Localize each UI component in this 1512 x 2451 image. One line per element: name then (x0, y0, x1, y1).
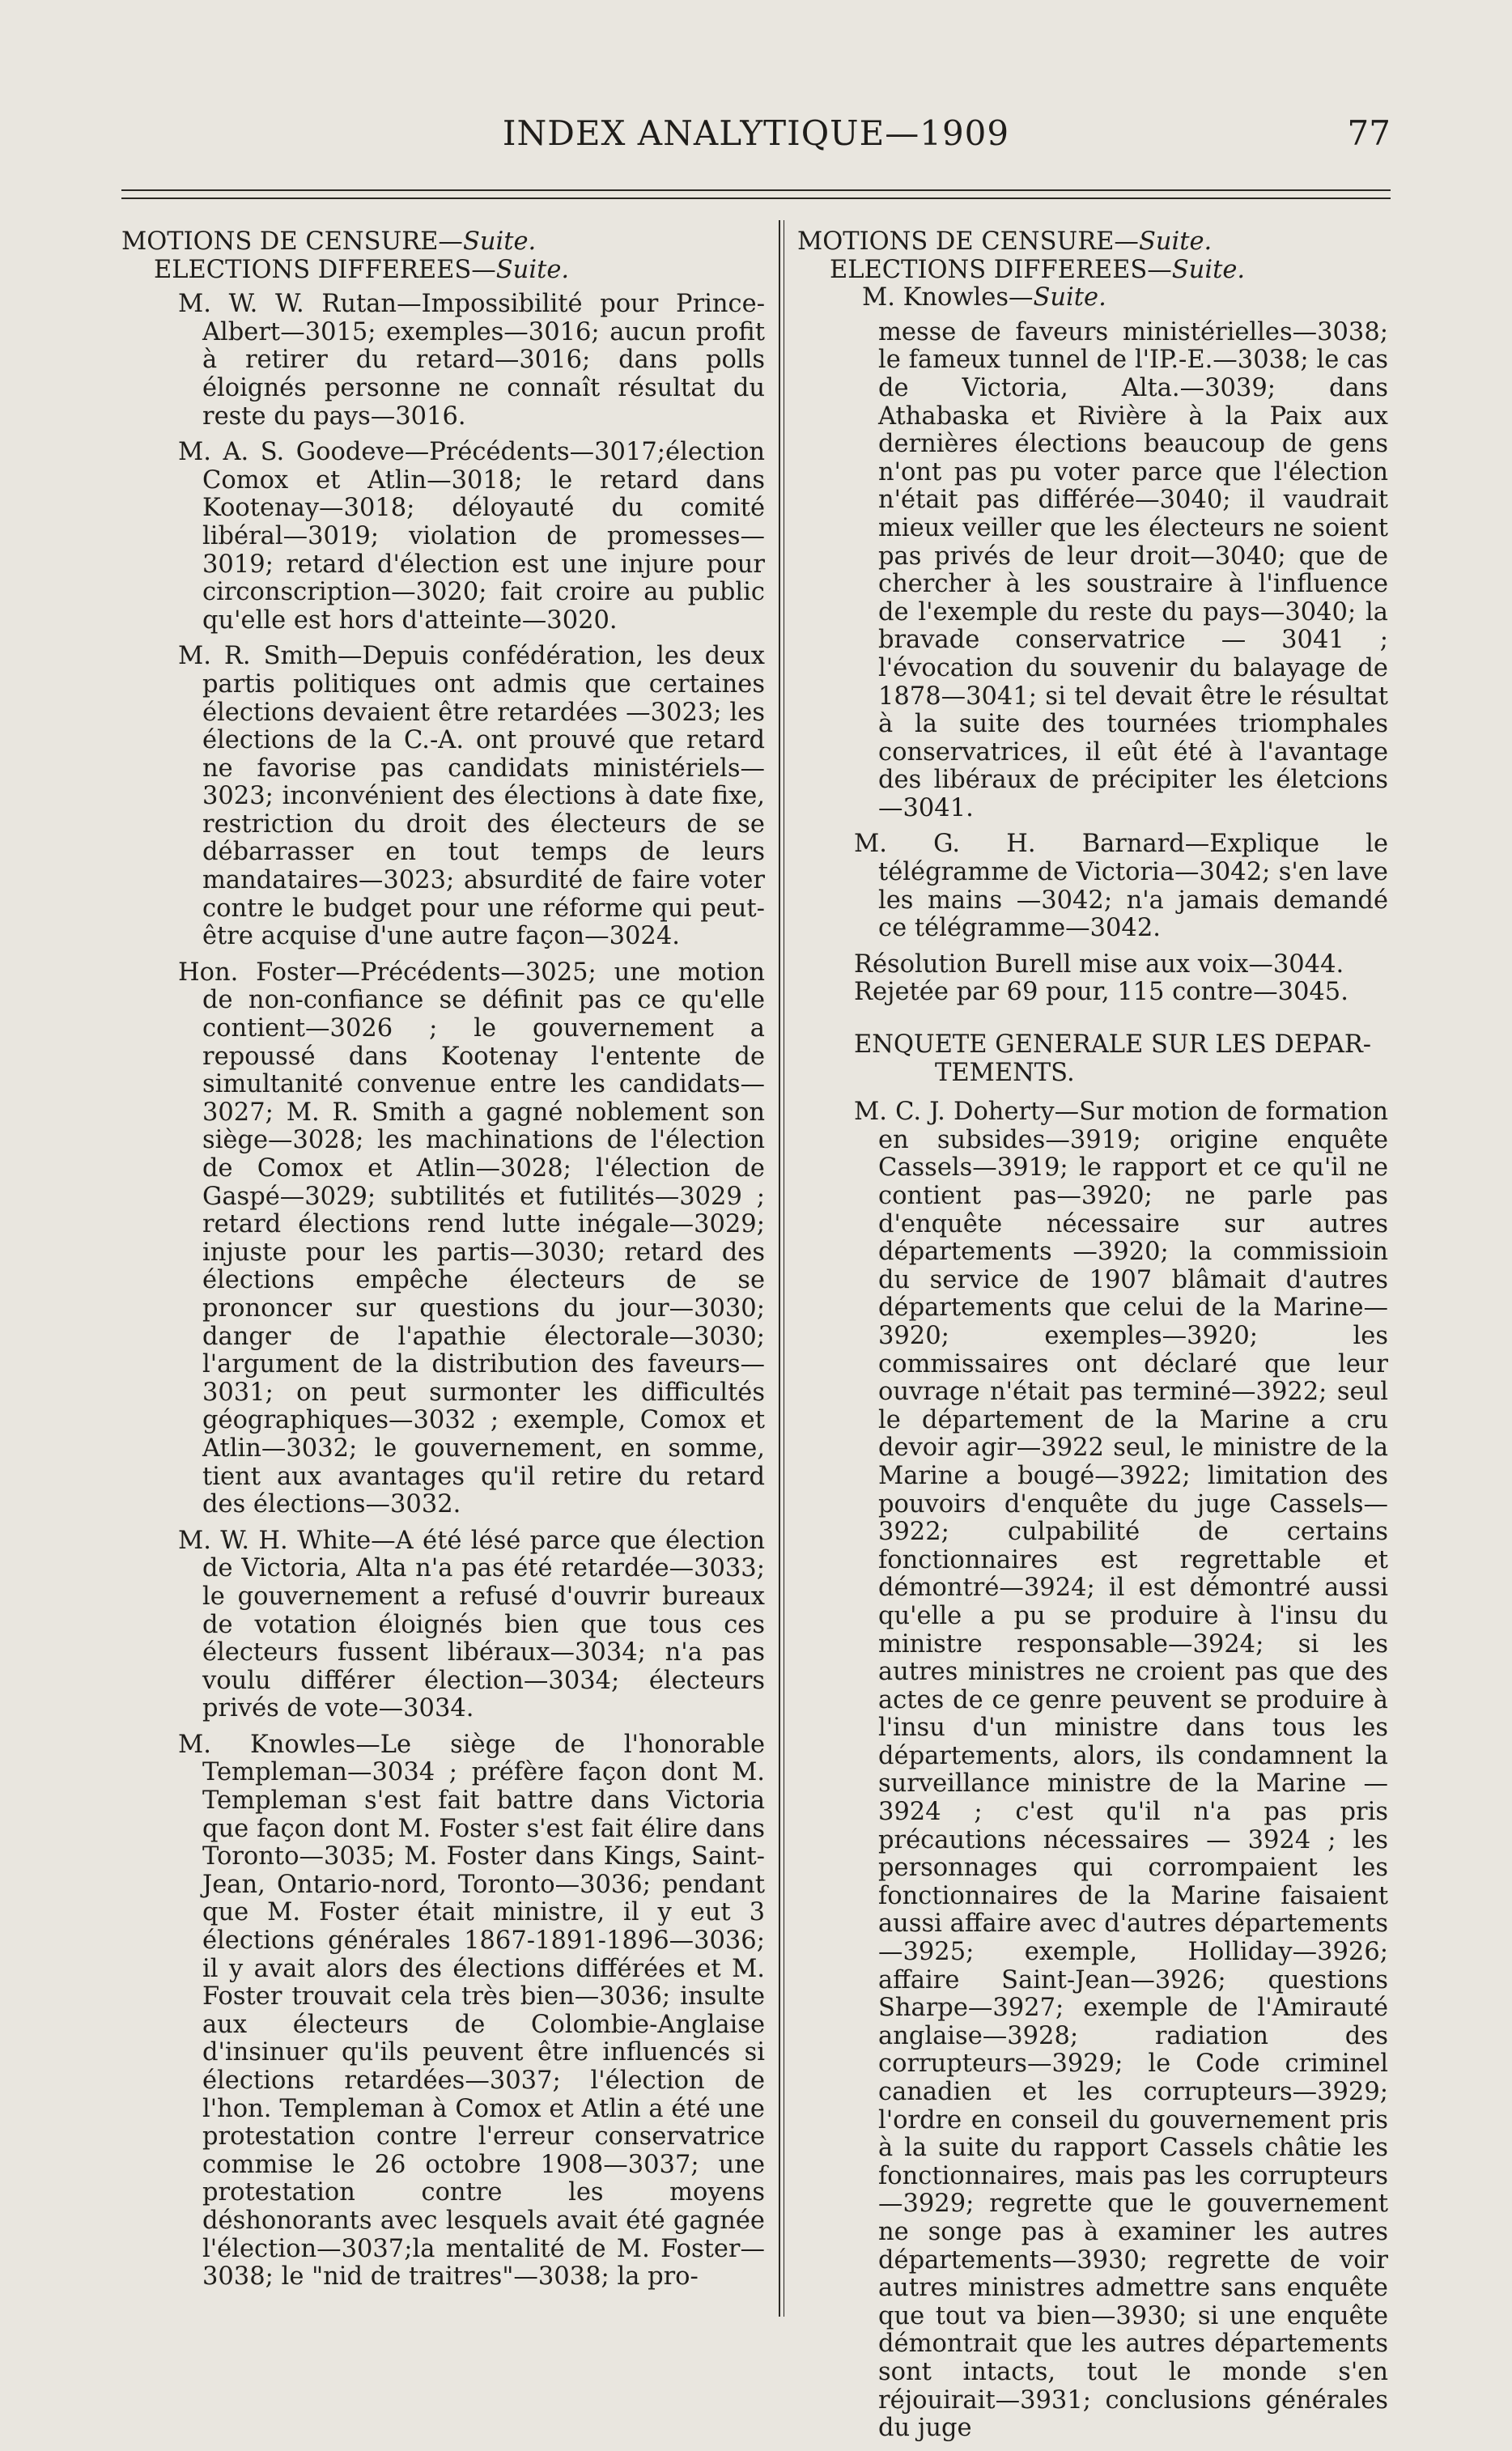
index-entry: M. Knowles—Le siège de l'honorable Templeman—3034 ; préfère façon dont M. Templeman s'est fait battre dans Victoria que façon dont M. Foster s'est fait élire dans Toronto—3035; M. Foster dans Kings, Saint-Jean, Ontario-nord, Toronto—3036; pendant que M. Foster était ministre, il y eut 3 élections générales 1867-1891-1896—3036; il y avait alors des élections différées et M. Foster trouvait cela très bien—3036; insulte aux électeurs de Colombie-Anglaise d'insinuer qu'ils peuvent être influencés si élections retardées—3037; l'élection de l'hon. Templeman à Comox et Atlin a été une protestation contre l'erreur conservatrice commise le 26 octobre 1908—3037; une protestation contre les moyens déshonorants avec lesquels avait été gagnée l'élection—3037;la mentalité de M. Foster—3038; le "nid de traitres"—3038; la pro- (178, 1730, 765, 2292)
header-rule (121, 189, 1391, 191)
index-entry-continuation: messe de faveurs ministérielles—3038; le fameux tunnel de l'IP.-E.—3038; le cas de Victoria, Alta.—3039; dans Athabaska et Rivière à la Paix aux dernières élections beaucoup de gens n'ont pas pu voter parce que l'élection n'était pas différée—3040; il vaudrait mieux veiller que les électeurs ne soient pas privés de leur droit—3040; que de chercher à les soustraire à l'influence de l'exemple du reste du pays—3040; la bravade conservatrice — 3041 ; l'évocation du souvenir du balayage de 1878—3041; si tel devait être le résultat à la suite des tournées triomphales conservatrices, il eût été à l'avantage des libéraux de précipiter les életcions—3041. (878, 317, 1388, 822)
section-heading: MOTIONS DE CENSURE—Suite. (121, 227, 537, 256)
page-header (121, 113, 1391, 162)
index-entry: Hon. Foster—Précédents—3025; une motion de non-confiance se définit pas ce qu'elle contient—3026 ; le gouvernement a repoussé dans Kootenay l'entente de simultanité convenue entre les candidats—3027; M. R. Smith a gagné noblement son siège—3028; les machinations de l'élection de Comox et Atlin—3028; l'élection de Gaspé—3029; subtilités et futilités—3029 ; retard élections rend lutte inégale—3029; injuste pour les partis—3030; retard des élections empêche électeurs de se prononcer sur questions du jour—3030; danger de l'apathie électorale—3030; l'argument de la distribution des faveurs—3031; on peut surmonter les difficultés géographiques—3032 ; exemple, Comox et Atlin—3032; le gouvernement, en somme, tient aux avantages qu'il retire du retard des élections—3032. (178, 958, 765, 1519)
index-entry: M. G. H. Barnard—Explique le télégramme de Victoria—3042; s'en lave les mains —3042; n'a jamais demandé ce télégramme—3042. (854, 830, 1388, 943)
index-entry: M. W. H. White—A été lésé parce que élection de Victoria, Alta n'a pas été retardée—3033; le gouvernement a refusé d'ouvrir bureaux de votation éloignés bien que tous ces électeurs fussent libéraux—3034; n'a pas voulu différer élection—3034; électeurs privés de vote—3034. (178, 1526, 765, 1723)
left-column (121, 228, 765, 2300)
header-rule-secondary (121, 198, 1391, 199)
running-title: INDEX ANALYTIQUE—1909 (502, 113, 1010, 153)
index-entry: M. A. S. Goodeve—Précédents—3017;élection Comox et Atlin—3018; le retard dans Kootenay—3018; déloyauté du comité libéral—3019; violation de promesses—3019; retard d'élection est une injure pour circonscription—3020; fait croire au public qu'elle est hors d'atteinte—3020. (178, 438, 765, 635)
index-entry: M. W. W. Rutan—Impossibilité pour Prince-Albert—3015; exemples—3016; aucun profit à retirer du retard—3016; dans polls éloignés personne ne connaît résultat du reste du pays—3016. (178, 290, 765, 431)
index-entry: M. R. Smith—Depuis confédération, les deux partis politiques ont admis que certaines élections devaient être retardées —3023; les élections de la C.-A. ont prouvé que retard ne favorise pas candidats ministériels—3023; inconvénient des élections à date fixe, restriction du droit des électeurs de se débarrasser en tout temps de leurs mandataires—3023; absurdité de faire voter contre le budget pour une réforme qui peut-être acquise d'une autre façon—3024. (178, 642, 765, 951)
page-number: 77 (1347, 113, 1391, 153)
section-subheading: ELECTIONS DIFFEREES—Suite. (830, 255, 1246, 284)
resolution-line: Résolution Burell mise aux voix—3044. (854, 949, 1344, 979)
right-column (797, 228, 1388, 2451)
resolution-line: Rejetée par 69 pour, 115 contre—3045. (854, 978, 1348, 1007)
index-entry: M. C. J. Doherty—Sur motion de formation en subsides—3919; origine enquête Cassels—3919; le rapport et ce qu'il ne contient pas—3920; ne parle pas d'enquête nécessaire sur autres départements —3920; la commissioin du service de 1907 blâmait d'autres départements que celui de la Marine—3920; exemples—3920; les commissaires ont déclaré que leur ouvrage n'était pas terminé—3922; seul le département de la Marine a cru devoir agir—3922 seul, le ministre de la Marine a bougé—3922; limitation des pouvoirs d'enquête du juge Cassels—3922; culpabilité de certains fonctionnaires est regrettable et démontré—3924; il est démontré aussi qu'elle a pu se produire à l'insu du ministre responsable—3924; si les autres ministres ne croient pas que des actes de ce genre peuvent se produire à l'insu d'un ministre dans tous les départements, alors, ils condamnent la surveillance ministre de la Marine — 3924 ; c'est qu'il n'a pas pris précautions nécessaires — 3924 ; les personnages qui corrompaient les fonctionnaires de la Marine faisaient aussi affaire avec d'autres départements —3925; exemple, Holliday—3926; affaire Saint-Jean—3926; questions Sharpe—3927; exemple de l'Amirauté anglaise—3928; radiation des corrupteurs—3929; le Code criminel canadien et les corrupteurs—3929; l'ordre en conseil du gouvernement pris à la suite du rapport Cassels châtie les fonctionnaires, mais pas les corrupteurs—3929; regrette que le gouvernement ne songe pas à examiner les autres départements—3930; regrette de voir autres ministres admettre sans enquête que tout va bien—3930; si une enquête démontrait que les autres départements sont intacts, tout le monde s'en réjouirait—3931; conclusions générales du juge (854, 1098, 1388, 2443)
section-heading: MOTIONS DE CENSURE—Suite. (797, 227, 1213, 256)
section-heading: ENQUETE GENERALE SUR LES DEPAR- TEMENTS. (854, 1030, 1372, 1087)
speaker-continued: M. Knowles—Suite. (862, 283, 1106, 312)
section-subheading: ELECTIONS DIFFEREES—Suite. (154, 255, 570, 284)
column-divider (779, 220, 780, 2317)
